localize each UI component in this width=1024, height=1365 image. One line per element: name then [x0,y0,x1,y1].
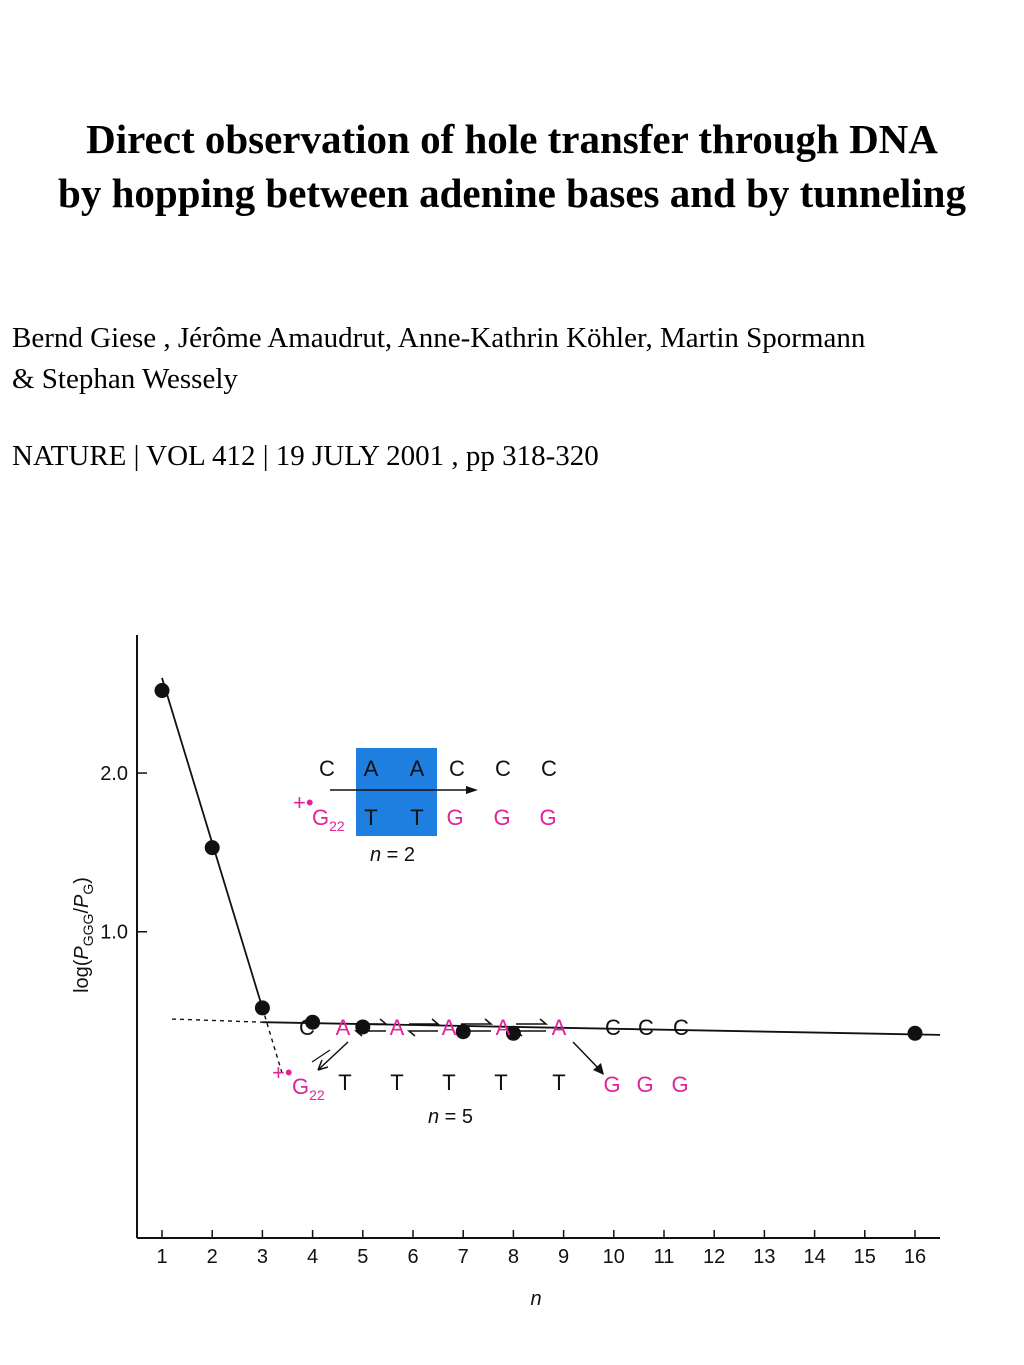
x-tick-group [156,1230,926,1268]
title-line-2: by hopping between adenine bases and by tunneling [58,170,966,216]
n2-top-base: C [541,756,557,781]
y-tick-label: 2.0 [100,763,128,786]
n5-bottom-base: T [442,1070,456,1095]
n2-bottom-base: T [410,805,424,830]
n2-label: n = 2 [370,844,416,866]
data-points [155,683,923,1041]
authors-line-1: Bernd Giese , Jérôme Amaudrut, Anne-Kathrin Köhler, Martin Spormann [12,322,866,354]
injection-arrow [318,1042,348,1070]
x-tick-label: 5 [357,1246,369,1268]
n5-bottom-base: T [338,1070,352,1095]
inset-n2 [293,748,557,866]
n5-bottom-end: G [636,1072,654,1097]
x-tick-label: 2 [206,1246,218,1268]
n5-label: n = 5 [428,1106,474,1128]
exit-arrow [573,1042,600,1070]
journal-citation: NATURE | VOL 412 | 19 JULY 2001 , pp 318-320 [12,440,599,472]
y-tick-label: 1.0 [100,921,128,944]
n5-adenine: A [335,1015,351,1040]
n2-radical: +• [293,790,314,815]
arrowhead [466,786,478,794]
injection-arrow-back [312,1050,330,1062]
x-tick-label: 7 [457,1246,469,1268]
n5-adenine: A [495,1015,511,1040]
n2-top-base: A [363,756,379,781]
n5-top-end: C [673,1015,689,1040]
tunneling-extrapolation [172,1019,262,1022]
x-axis-label: n [530,1288,542,1310]
x-tick-label: 8 [507,1246,519,1268]
n5-top-end: C [638,1015,654,1040]
x-tick-label: 12 [703,1246,726,1268]
x-tick-label: 9 [558,1246,570,1268]
data-point [205,840,220,855]
n5-guanine-22: $G_{22}$ [292,1074,325,1103]
n2-top-base: A [409,756,425,781]
x-tick-label: 10 [602,1246,625,1268]
data-point [155,683,170,698]
x-tick-label: 4 [307,1246,319,1268]
n5-top-start: C [299,1015,315,1040]
hole-transfer-figure [0,560,1024,1365]
n5-bottom-base: T [390,1070,404,1095]
authors-line-2: & Stephan Wessely [12,363,238,395]
n2-bottom-base: G [539,805,557,830]
n5-top-end: C [605,1015,621,1040]
n2-guanine-22: $G_{22}$ [312,805,345,834]
x-tick-label: 14 [803,1246,826,1268]
n2-top-base: C [495,756,511,781]
n2-top-base: C [449,756,465,781]
x-tick-label: 6 [407,1246,419,1268]
x-tick-label: 11 [653,1246,675,1268]
author-list [12,318,865,400]
x-tick-label: 15 [853,1246,876,1268]
y-axis-label: $\log(P_{GGG}/P_G)$ [71,877,96,993]
x-tick-label: 13 [753,1246,776,1268]
n5-adenine: A [551,1015,567,1040]
x-tick-label: 16 [903,1246,927,1268]
n5-bottom-base: T [552,1070,566,1095]
data-point [908,1026,923,1041]
y-tick-group [100,763,147,944]
x-tick-label: 3 [256,1246,268,1268]
n5-radical: +• [272,1060,293,1085]
n5-bottom-end: G [603,1072,621,1097]
n5-adenine: A [441,1015,457,1040]
inset-n5 [272,1015,689,1128]
x-tick-label: 1 [156,1246,168,1268]
n5-bottom-end: G [671,1072,689,1097]
n2-top-base: C [319,756,335,781]
paper-title [0,112,1024,220]
title-line-1: Direct observation of hole transfer through DNA [86,116,938,162]
n2-bottom-base: G [446,805,464,830]
data-point [255,1000,270,1015]
n5-adenine: A [389,1015,405,1040]
n2-bottom-base: G [493,805,511,830]
n5-bottom-base: T [494,1070,508,1095]
n2-bottom-base: T [364,805,378,830]
